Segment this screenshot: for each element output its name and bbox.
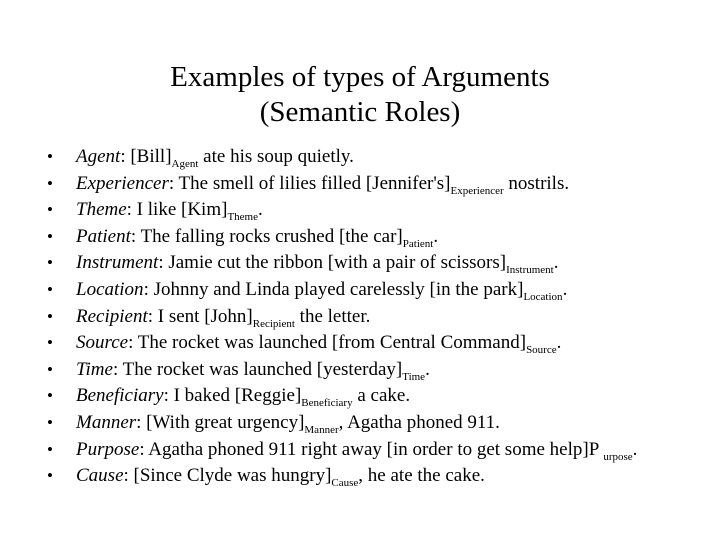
bullet-icon: • [47, 466, 53, 486]
list-item-text [76, 437, 637, 466]
role-name: Experiencer [76, 172, 169, 194]
example-text: the letter. [294, 305, 371, 327]
role-subscript: urpose [603, 450, 633, 463]
example-text: : The rocket was launched [from Central Command] [128, 332, 527, 354]
list-item-text [76, 304, 370, 333]
role-name: Instrument [76, 252, 159, 274]
list-item-text [76, 171, 569, 200]
example-text: nostrils. [503, 172, 570, 194]
example-text: . [556, 332, 562, 354]
example-text: : [With great urgency] [136, 411, 305, 433]
role-subscript: Recipient [252, 317, 295, 330]
example-text: a cake. [352, 385, 411, 407]
example-text: . [257, 199, 263, 221]
list-item-text [76, 197, 263, 226]
title-line-1: Examples of types of Arguments [170, 61, 550, 93]
example-text: : [Since Clyde was hungry] [123, 465, 332, 487]
list-item-text [76, 357, 430, 386]
example-text: : Johnny and Linda played carelessly [in the park] [143, 278, 524, 300]
example-text: : The smell of lilies filled [Jennifer's] [168, 172, 451, 194]
list-item-text [76, 463, 485, 492]
list-item-text [76, 383, 410, 412]
example-text: ate his soup quietly. [198, 146, 354, 167]
role-name: Cause [76, 465, 124, 487]
example-text: , Agatha phoned 911. [338, 411, 500, 433]
role-subscript: Time [402, 370, 426, 383]
example-text: : I like [Kim] [126, 199, 228, 221]
role-subscript: Location [523, 290, 563, 303]
list-item-text [76, 144, 354, 173]
role-subscript: Beneficiary [301, 397, 353, 410]
example-text: . [425, 358, 430, 380]
example-text: : Jamie cut the ribbon [with a pair of scissors] [158, 252, 507, 274]
example-text: : I sent [John] [147, 305, 253, 327]
list-item-text [76, 330, 561, 359]
bullet-icon: • [47, 279, 53, 299]
bullet-icon: • [47, 439, 53, 459]
role-subscript: Agent [171, 158, 199, 170]
title-line-2: (Semantic Roles) [259, 96, 461, 128]
bullet-icon: • [47, 253, 53, 273]
bullet-icon: • [47, 147, 53, 166]
bullet-icon: • [47, 412, 53, 432]
example-text: : The falling rocks crushed [the car] [130, 225, 403, 247]
role-subscript: Source [526, 344, 557, 357]
role-name: Beneficiary [76, 385, 164, 407]
role-name: Purpose [76, 438, 140, 460]
example-text: , he ate the cake. [358, 465, 485, 487]
list-item-text [76, 250, 558, 279]
slide-title [0, 60, 720, 130]
role-name: Source [76, 332, 129, 354]
bullet-icon: • [47, 386, 53, 406]
role-name: Agent [76, 146, 121, 167]
role-subscript: Cause [331, 477, 359, 490]
example-text: : [Bill] [120, 146, 172, 167]
list-item-text [76, 277, 567, 306]
role-name: Patient [76, 225, 131, 247]
role-name: Manner [76, 411, 137, 433]
role-name: Location [76, 278, 144, 300]
bullet-icon: • [47, 226, 53, 246]
list-item-text [76, 410, 500, 439]
role-subscript: Instrument [506, 264, 554, 277]
role-subscript: Patient [402, 237, 434, 250]
bullet-icon: • [47, 306, 53, 326]
bullet-icon: • [47, 333, 53, 353]
bullet-icon: • [47, 359, 53, 379]
example-text: . [553, 252, 559, 274]
bullet-icon: • [47, 200, 53, 220]
example-text: . [433, 225, 439, 247]
list-item-text [76, 224, 438, 253]
role-subscript: Manner [304, 423, 339, 436]
example-text: : I baked [Reggie] [163, 385, 302, 407]
example-text: . [562, 278, 568, 300]
role-name: Time [76, 358, 113, 380]
role-subscript: Theme [227, 211, 258, 224]
example-text: : Agatha phoned 911 right away [in order to get some help]P [139, 438, 604, 460]
role-name: Recipient [76, 305, 148, 327]
role-subscript: Experiencer [450, 184, 504, 197]
role-name: Theme [76, 199, 127, 221]
example-text: : The rocket was launched [yesterday] [112, 358, 403, 380]
example-text: . [632, 438, 638, 460]
bullet-icon: • [47, 173, 53, 193]
